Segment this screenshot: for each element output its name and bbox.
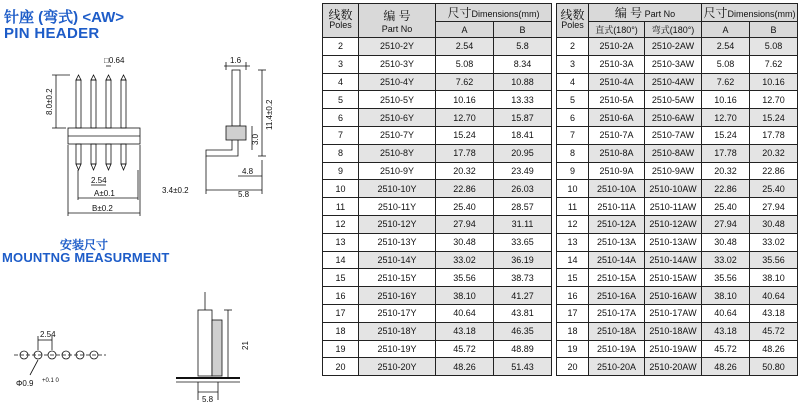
table-row: [557, 304, 798, 322]
cell-b: 18.41: [494, 126, 552, 144]
cell-straight: 2510-13A: [589, 233, 645, 251]
cell-a: 2.54: [702, 38, 750, 56]
cell-a: 43.18: [702, 322, 750, 340]
spec-table-y: [322, 3, 552, 376]
cell-poles: 15: [323, 269, 359, 287]
table-row: [323, 322, 552, 340]
cell-b: 31.11: [494, 215, 552, 233]
cell-a: 17.78: [702, 144, 750, 162]
dim-mount-21: 21: [241, 341, 250, 350]
header-part-no: 编 号 Part No: [589, 4, 702, 22]
cell-b: 33.02: [750, 233, 798, 251]
cell-a: 12.70: [436, 109, 494, 127]
cell-bent: 2510-14AW: [645, 251, 702, 269]
table-row: [557, 269, 798, 287]
cell-a: 40.64: [702, 304, 750, 322]
cell-straight: 2510-11A: [589, 198, 645, 216]
cell-b: 25.40: [750, 180, 798, 198]
side-view: [206, 62, 266, 194]
cell-b: 48.26: [750, 340, 798, 358]
cell-b: 38.10: [750, 269, 798, 287]
dim-pin-square: □0.64: [104, 56, 125, 65]
table-row: [323, 233, 552, 251]
cell-straight: 2510-10A: [589, 180, 645, 198]
table-row: [323, 358, 552, 376]
table-row: [557, 162, 798, 180]
cell-a: 25.40: [702, 198, 750, 216]
cell-b: 50.80: [750, 358, 798, 376]
cell-part: 2510-19Y: [359, 340, 436, 358]
cell-poles: 13: [557, 233, 589, 251]
cell-part: 2510-15Y: [359, 269, 436, 287]
cell-part: 2510-14Y: [359, 251, 436, 269]
cell-straight: 2510-4A: [589, 73, 645, 91]
cell-poles: 4: [557, 73, 589, 91]
cell-b: 36.19: [494, 251, 552, 269]
cell-part: 2510-2Y: [359, 38, 436, 56]
cell-b: 27.94: [750, 198, 798, 216]
cell-a: 27.94: [436, 215, 494, 233]
mounting-side-view: [176, 292, 240, 400]
table-row: [323, 180, 552, 198]
cell-bent: 2510-6AW: [645, 109, 702, 127]
cell-part: 2510-12Y: [359, 215, 436, 233]
table-row: [323, 215, 552, 233]
cell-straight: 2510-7A: [589, 126, 645, 144]
cell-b: 48.89: [494, 340, 552, 358]
cell-b: 5.8: [494, 38, 552, 56]
cell-part: 2510-10Y: [359, 180, 436, 198]
table-row: [557, 55, 798, 73]
cell-poles: 12: [323, 215, 359, 233]
cell-poles: 6: [557, 109, 589, 127]
cell-a: 2.54: [436, 38, 494, 56]
cell-b: 26.03: [494, 180, 552, 198]
cell-a: 45.72: [436, 340, 494, 358]
technical-drawing: [0, 0, 315, 409]
dim-side-4-8: 4.8: [242, 167, 254, 176]
table-row: [323, 109, 552, 127]
cell-a: 20.32: [702, 162, 750, 180]
dim-mount-pitch: 2.54: [40, 330, 56, 339]
table-row: [557, 251, 798, 269]
cell-a: 15.24: [436, 126, 494, 144]
cell-a: 27.94: [702, 215, 750, 233]
table-row: [323, 304, 552, 322]
cell-straight: 2510-8A: [589, 144, 645, 162]
cell-b: 7.62: [750, 55, 798, 73]
dim-side-5-8: 5.8: [238, 190, 250, 199]
cell-poles: 15: [557, 269, 589, 287]
cell-part: 2510-20Y: [359, 358, 436, 376]
cell-b: 17.78: [750, 126, 798, 144]
table-row: [323, 38, 552, 56]
cell-a: 33.02: [436, 251, 494, 269]
table-row: [557, 109, 798, 127]
dim-mount-5-8: 5.8: [202, 395, 214, 404]
cell-straight: 2510-5A: [589, 91, 645, 109]
cell-part: 2510-3Y: [359, 55, 436, 73]
cell-poles: 20: [557, 358, 589, 376]
cell-part: 2510-9Y: [359, 162, 436, 180]
cell-bent: 2510-10AW: [645, 180, 702, 198]
cell-poles: 10: [557, 180, 589, 198]
cell-straight: 2510-14A: [589, 251, 645, 269]
cell-straight: 2510-9A: [589, 162, 645, 180]
cell-b: 23.49: [494, 162, 552, 180]
table-row: [557, 91, 798, 109]
cell-b: 20.95: [494, 144, 552, 162]
cell-bent: 2510-19AW: [645, 340, 702, 358]
cell-part: 2510-7Y: [359, 126, 436, 144]
mounting-title-cn: 安装尺寸: [60, 238, 109, 252]
cell-bent: 2510-2AW: [645, 38, 702, 56]
cell-straight: 2510-15A: [589, 269, 645, 287]
header-b: B: [494, 22, 552, 38]
header-title-cn: 针座 (弯式) <AW>: [4, 9, 125, 26]
cell-poles: 19: [323, 340, 359, 358]
table-row: [323, 340, 552, 358]
spec-table-a: [556, 3, 798, 376]
cell-a: 43.18: [436, 322, 494, 340]
table-row: [557, 38, 798, 56]
cell-straight: 2510-19A: [589, 340, 645, 358]
cell-b: 5.08: [750, 38, 798, 56]
table-row: [557, 180, 798, 198]
cell-b: 10.88: [494, 73, 552, 91]
mounting-title-en: MOUNTNG MEASURMENT: [2, 250, 170, 265]
table-row: [557, 126, 798, 144]
cell-b: 20.32: [750, 144, 798, 162]
cell-bent: 2510-20AW: [645, 358, 702, 376]
table-row: [557, 215, 798, 233]
table-row: [323, 73, 552, 91]
table-row: [323, 126, 552, 144]
cell-a: 5.08: [702, 55, 750, 73]
cell-poles: 14: [557, 251, 589, 269]
cell-a: 7.62: [436, 73, 494, 91]
table-row: [557, 287, 798, 305]
cell-poles: 12: [557, 215, 589, 233]
cell-part: 2510-17Y: [359, 304, 436, 322]
cell-bent: 2510-7AW: [645, 126, 702, 144]
dim-mount-hole: Φ0.9: [16, 379, 34, 388]
table-row: [323, 269, 552, 287]
cell-a: 38.10: [702, 287, 750, 305]
cell-part: 2510-11Y: [359, 198, 436, 216]
cell-bent: 2510-4AW: [645, 73, 702, 91]
cell-poles: 7: [323, 126, 359, 144]
table-row: [323, 198, 552, 216]
cell-a: 20.32: [436, 162, 494, 180]
header-bent: 弯式(180°): [645, 22, 702, 38]
header-title-en: PIN HEADER: [4, 25, 100, 42]
table-row: [323, 287, 552, 305]
cell-bent: 2510-13AW: [645, 233, 702, 251]
cell-b: 40.64: [750, 287, 798, 305]
header-dimensions: 尺寸Dimensions(mm): [702, 4, 798, 22]
cell-b: 13.33: [494, 91, 552, 109]
cell-poles: 9: [323, 162, 359, 180]
dim-side-1-6: 1.6: [230, 56, 242, 65]
cell-b: 43.81: [494, 304, 552, 322]
cell-poles: 17: [323, 304, 359, 322]
cell-straight: 2510-20A: [589, 358, 645, 376]
cell-poles: 3: [323, 55, 359, 73]
cell-straight: 2510-6A: [589, 109, 645, 127]
cell-b: 30.48: [750, 215, 798, 233]
cell-poles: 2: [323, 38, 359, 56]
cell-poles: 18: [557, 322, 589, 340]
dim-pitch: 2.54: [91, 176, 107, 185]
cell-bent: 2510-12AW: [645, 215, 702, 233]
cell-poles: 16: [557, 287, 589, 305]
header-poles: 线数 Poles: [323, 4, 359, 38]
cell-part: 2510-13Y: [359, 233, 436, 251]
cell-a: 17.78: [436, 144, 494, 162]
dim-mount-hole-tol: +0.1 0: [42, 378, 59, 384]
cell-a: 30.48: [436, 233, 494, 251]
header-a: A: [436, 22, 494, 38]
table-row: [323, 251, 552, 269]
cell-a: 48.26: [702, 358, 750, 376]
header-dimensions: 尺寸Dimensions(mm): [436, 4, 552, 22]
mounting-holes-view: [14, 336, 106, 375]
cell-bent: 2510-16AW: [645, 287, 702, 305]
cell-b: 15.24: [750, 109, 798, 127]
cell-part: 2510-5Y: [359, 91, 436, 109]
cell-bent: 2510-15AW: [645, 269, 702, 287]
cell-bent: 2510-18AW: [645, 322, 702, 340]
header-poles: 线数 Poles: [557, 4, 589, 38]
header-straight: 直式(180°): [589, 22, 645, 38]
cell-a: 30.48: [702, 233, 750, 251]
cell-poles: 3: [557, 55, 589, 73]
cell-a: 22.86: [436, 180, 494, 198]
table-row: [557, 233, 798, 251]
cell-straight: 2510-18A: [589, 322, 645, 340]
cell-a: 22.86: [702, 180, 750, 198]
cell-b: 15.87: [494, 109, 552, 127]
cell-a: 45.72: [702, 340, 750, 358]
cell-poles: 11: [323, 198, 359, 216]
cell-straight: 2510-16A: [589, 287, 645, 305]
cell-poles: 7: [557, 126, 589, 144]
header-part-no: 编 号 Part No: [359, 4, 436, 38]
cell-a: 48.26: [436, 358, 494, 376]
dim-a: A±0.1: [94, 189, 115, 198]
table-row: [323, 55, 552, 73]
cell-b: 38.73: [494, 269, 552, 287]
dim-side-3-4: 3.4±0.2: [162, 186, 189, 195]
cell-b: 33.65: [494, 233, 552, 251]
cell-poles: 9: [557, 162, 589, 180]
dim-side-3-0: 3.0: [251, 133, 260, 145]
cell-poles: 4: [323, 73, 359, 91]
cell-a: 35.56: [702, 269, 750, 287]
cell-straight: 2510-3A: [589, 55, 645, 73]
table-row: [557, 144, 798, 162]
cell-b: 35.56: [750, 251, 798, 269]
cell-b: 22.86: [750, 162, 798, 180]
cell-b: 10.16: [750, 73, 798, 91]
cell-poles: 17: [557, 304, 589, 322]
dim-side-11-4: 11.4±0.2: [265, 99, 274, 130]
cell-b: 41.27: [494, 287, 552, 305]
cell-poles: 20: [323, 358, 359, 376]
cell-poles: 14: [323, 251, 359, 269]
cell-a: 5.08: [436, 55, 494, 73]
cell-bent: 2510-17AW: [645, 304, 702, 322]
cell-straight: 2510-17A: [589, 304, 645, 322]
cell-a: 25.40: [436, 198, 494, 216]
cell-a: 15.24: [702, 126, 750, 144]
cell-b: 43.18: [750, 304, 798, 322]
cell-poles: 11: [557, 198, 589, 216]
cell-b: 45.72: [750, 322, 798, 340]
table-row: [557, 358, 798, 376]
cell-a: 40.64: [436, 304, 494, 322]
cell-bent: 2510-3AW: [645, 55, 702, 73]
table-row: [557, 73, 798, 91]
cell-b: 46.35: [494, 322, 552, 340]
cell-part: 2510-8Y: [359, 144, 436, 162]
table-row: [557, 322, 798, 340]
cell-b: 28.57: [494, 198, 552, 216]
cell-b: 51.43: [494, 358, 552, 376]
dim-b: B±0.2: [92, 204, 113, 213]
table-row: [323, 91, 552, 109]
cell-bent: 2510-11AW: [645, 198, 702, 216]
table-row: [557, 198, 798, 216]
cell-poles: 6: [323, 109, 359, 127]
cell-bent: 2510-8AW: [645, 144, 702, 162]
dim-height: 8.0±0.2: [45, 88, 54, 115]
cell-poles: 13: [323, 233, 359, 251]
cell-a: 10.16: [436, 91, 494, 109]
cell-poles: 10: [323, 180, 359, 198]
cell-poles: 8: [557, 144, 589, 162]
cell-poles: 16: [323, 287, 359, 305]
cell-part: 2510-16Y: [359, 287, 436, 305]
cell-a: 10.16: [702, 91, 750, 109]
cell-straight: 2510-2A: [589, 38, 645, 56]
cell-b: 12.70: [750, 91, 798, 109]
cell-poles: 5: [557, 91, 589, 109]
header-a: A: [702, 22, 750, 38]
header-b: B: [750, 22, 798, 38]
cell-part: 2510-4Y: [359, 73, 436, 91]
cell-a: 35.56: [436, 269, 494, 287]
table-row: [557, 340, 798, 358]
cell-poles: 18: [323, 322, 359, 340]
cell-b: 8.34: [494, 55, 552, 73]
cell-part: 2510-6Y: [359, 109, 436, 127]
cell-bent: 2510-5AW: [645, 91, 702, 109]
cell-part: 2510-18Y: [359, 322, 436, 340]
table-row: [323, 162, 552, 180]
cell-a: 38.10: [436, 287, 494, 305]
cell-poles: 5: [323, 91, 359, 109]
cell-poles: 8: [323, 144, 359, 162]
cell-poles: 19: [557, 340, 589, 358]
cell-a: 33.02: [702, 251, 750, 269]
cell-poles: 2: [557, 38, 589, 56]
cell-bent: 2510-9AW: [645, 162, 702, 180]
table-row: [323, 144, 552, 162]
cell-a: 7.62: [702, 73, 750, 91]
cell-a: 12.70: [702, 109, 750, 127]
cell-straight: 2510-12A: [589, 215, 645, 233]
